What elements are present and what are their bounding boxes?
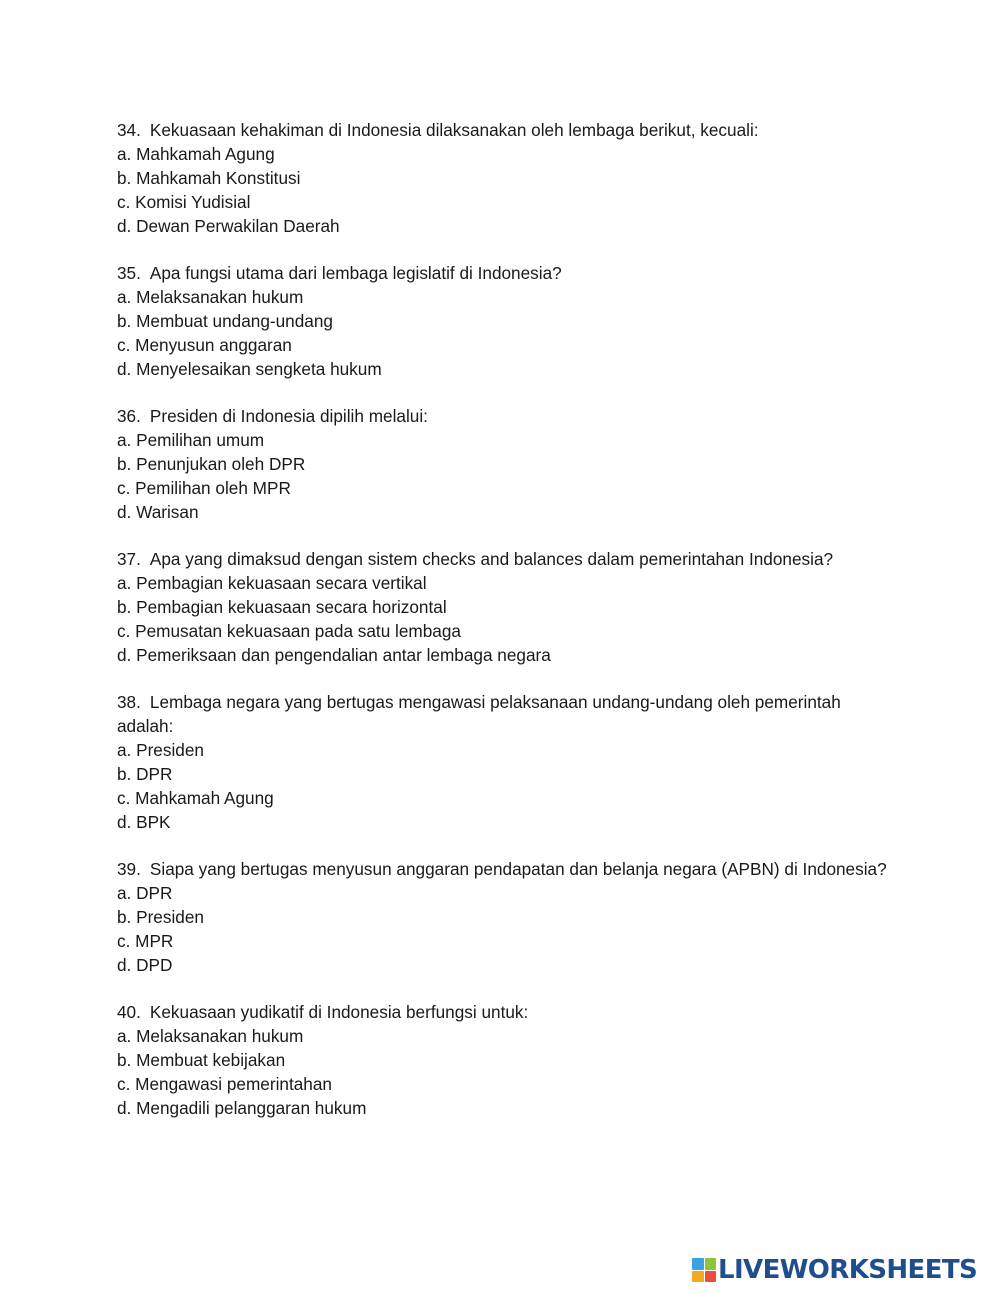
option-c: c. MPR bbox=[117, 931, 174, 951]
question-number: 35. bbox=[117, 263, 141, 283]
logo-mark-cell bbox=[705, 1258, 717, 1270]
question-title bbox=[117, 118, 887, 142]
option-c: c. Pemilihan oleh MPR bbox=[117, 478, 291, 498]
option-d: d. Warisan bbox=[117, 502, 199, 522]
option-a: a. Mahkamah Agung bbox=[117, 144, 275, 164]
question-40 bbox=[117, 1000, 887, 1120]
option-b: b. Membuat kebijakan bbox=[117, 1050, 286, 1070]
question-number: 34. bbox=[117, 120, 141, 140]
question-34 bbox=[117, 118, 887, 238]
option-a: a. Pembagian kekuasaan secara vertikal bbox=[117, 573, 427, 593]
option-d: d. Pemeriksaan dan pengendalian antar lembaga negara bbox=[117, 645, 551, 665]
question-text: Kekuasaan kehakiman di Indonesia dilaksanakan oleh lembaga berikut, kecuali: bbox=[149, 120, 759, 140]
option-c: c. Komisi Yudisial bbox=[117, 192, 251, 212]
option-d: d. Dewan Perwakilan Daerah bbox=[117, 216, 340, 236]
logo-mark-cell bbox=[692, 1258, 704, 1270]
question-36 bbox=[117, 404, 887, 524]
option-d: d. Menyelesaikan sengketa hukum bbox=[117, 359, 382, 379]
question-text: Lembaga negara yang bertugas mengawasi pelaksanaan undang-undang oleh pemerintah adalah: bbox=[117, 692, 841, 736]
question-37 bbox=[117, 547, 887, 667]
option-b: b. Pembagian kekuasaan secara horizontal bbox=[117, 597, 447, 617]
question-number: 40. bbox=[117, 1002, 141, 1022]
option-a: a. DPR bbox=[117, 883, 173, 903]
logo-mark-cell bbox=[692, 1271, 704, 1283]
logo-mark-icon bbox=[692, 1258, 716, 1282]
question-39 bbox=[117, 857, 887, 977]
question-number: 39. bbox=[117, 859, 141, 879]
question-title bbox=[117, 1000, 887, 1024]
option-d: d. DPD bbox=[117, 955, 173, 975]
option-b: b. DPR bbox=[117, 764, 173, 784]
option-b: b. Mahkamah Konstitusi bbox=[117, 168, 301, 188]
option-c: c. Menyusun anggaran bbox=[117, 335, 292, 355]
option-c: c. Mengawasi pemerintahan bbox=[117, 1074, 332, 1094]
option-a: a. Melaksanakan hukum bbox=[117, 1026, 304, 1046]
question-title bbox=[117, 404, 887, 428]
option-c: c. Mahkamah Agung bbox=[117, 788, 274, 808]
question-title bbox=[117, 857, 887, 881]
question-title bbox=[117, 261, 887, 285]
question-number: 37. bbox=[117, 549, 141, 569]
question-text: Siapa yang bertugas menyusun anggaran pendapatan dan belanja negara (APBN) di Indonesia? bbox=[149, 859, 887, 879]
option-a: a. Melaksanakan hukum bbox=[117, 287, 304, 307]
question-number: 36. bbox=[117, 406, 141, 426]
question-title bbox=[117, 690, 887, 738]
question-text: Apa fungsi utama dari lembaga legislatif di Indonesia? bbox=[149, 263, 562, 283]
option-c: c. Pemusatan kekuasaan pada satu lembaga bbox=[117, 621, 461, 641]
question-text: Apa yang dimaksud dengan sistem checks and balances dalam pemerintahan Indonesia? bbox=[149, 549, 834, 569]
question-number: 38. bbox=[117, 692, 141, 712]
option-b: b. Presiden bbox=[117, 907, 204, 927]
question-text: Presiden di Indonesia dipilih melalui: bbox=[149, 406, 428, 426]
option-a: a. Presiden bbox=[117, 740, 204, 760]
question-text: Kekuasaan yudikatif di Indonesia berfungsi untuk: bbox=[149, 1002, 529, 1022]
question-38 bbox=[117, 690, 887, 834]
liveworksheets-logo bbox=[692, 1255, 977, 1285]
option-d: d. BPK bbox=[117, 812, 171, 832]
option-b: b. Membuat undang-undang bbox=[117, 311, 333, 331]
question-title bbox=[117, 547, 887, 571]
option-b: b. Penunjukan oleh DPR bbox=[117, 454, 306, 474]
question-35 bbox=[117, 261, 887, 381]
option-a: a. Pemilihan umum bbox=[117, 430, 265, 450]
logo-text: LIVEWORKSHEETS bbox=[718, 1255, 978, 1285]
logo-mark-cell bbox=[705, 1271, 717, 1283]
option-d: d. Mengadili pelanggaran hukum bbox=[117, 1098, 367, 1118]
worksheet-page bbox=[117, 118, 887, 1143]
